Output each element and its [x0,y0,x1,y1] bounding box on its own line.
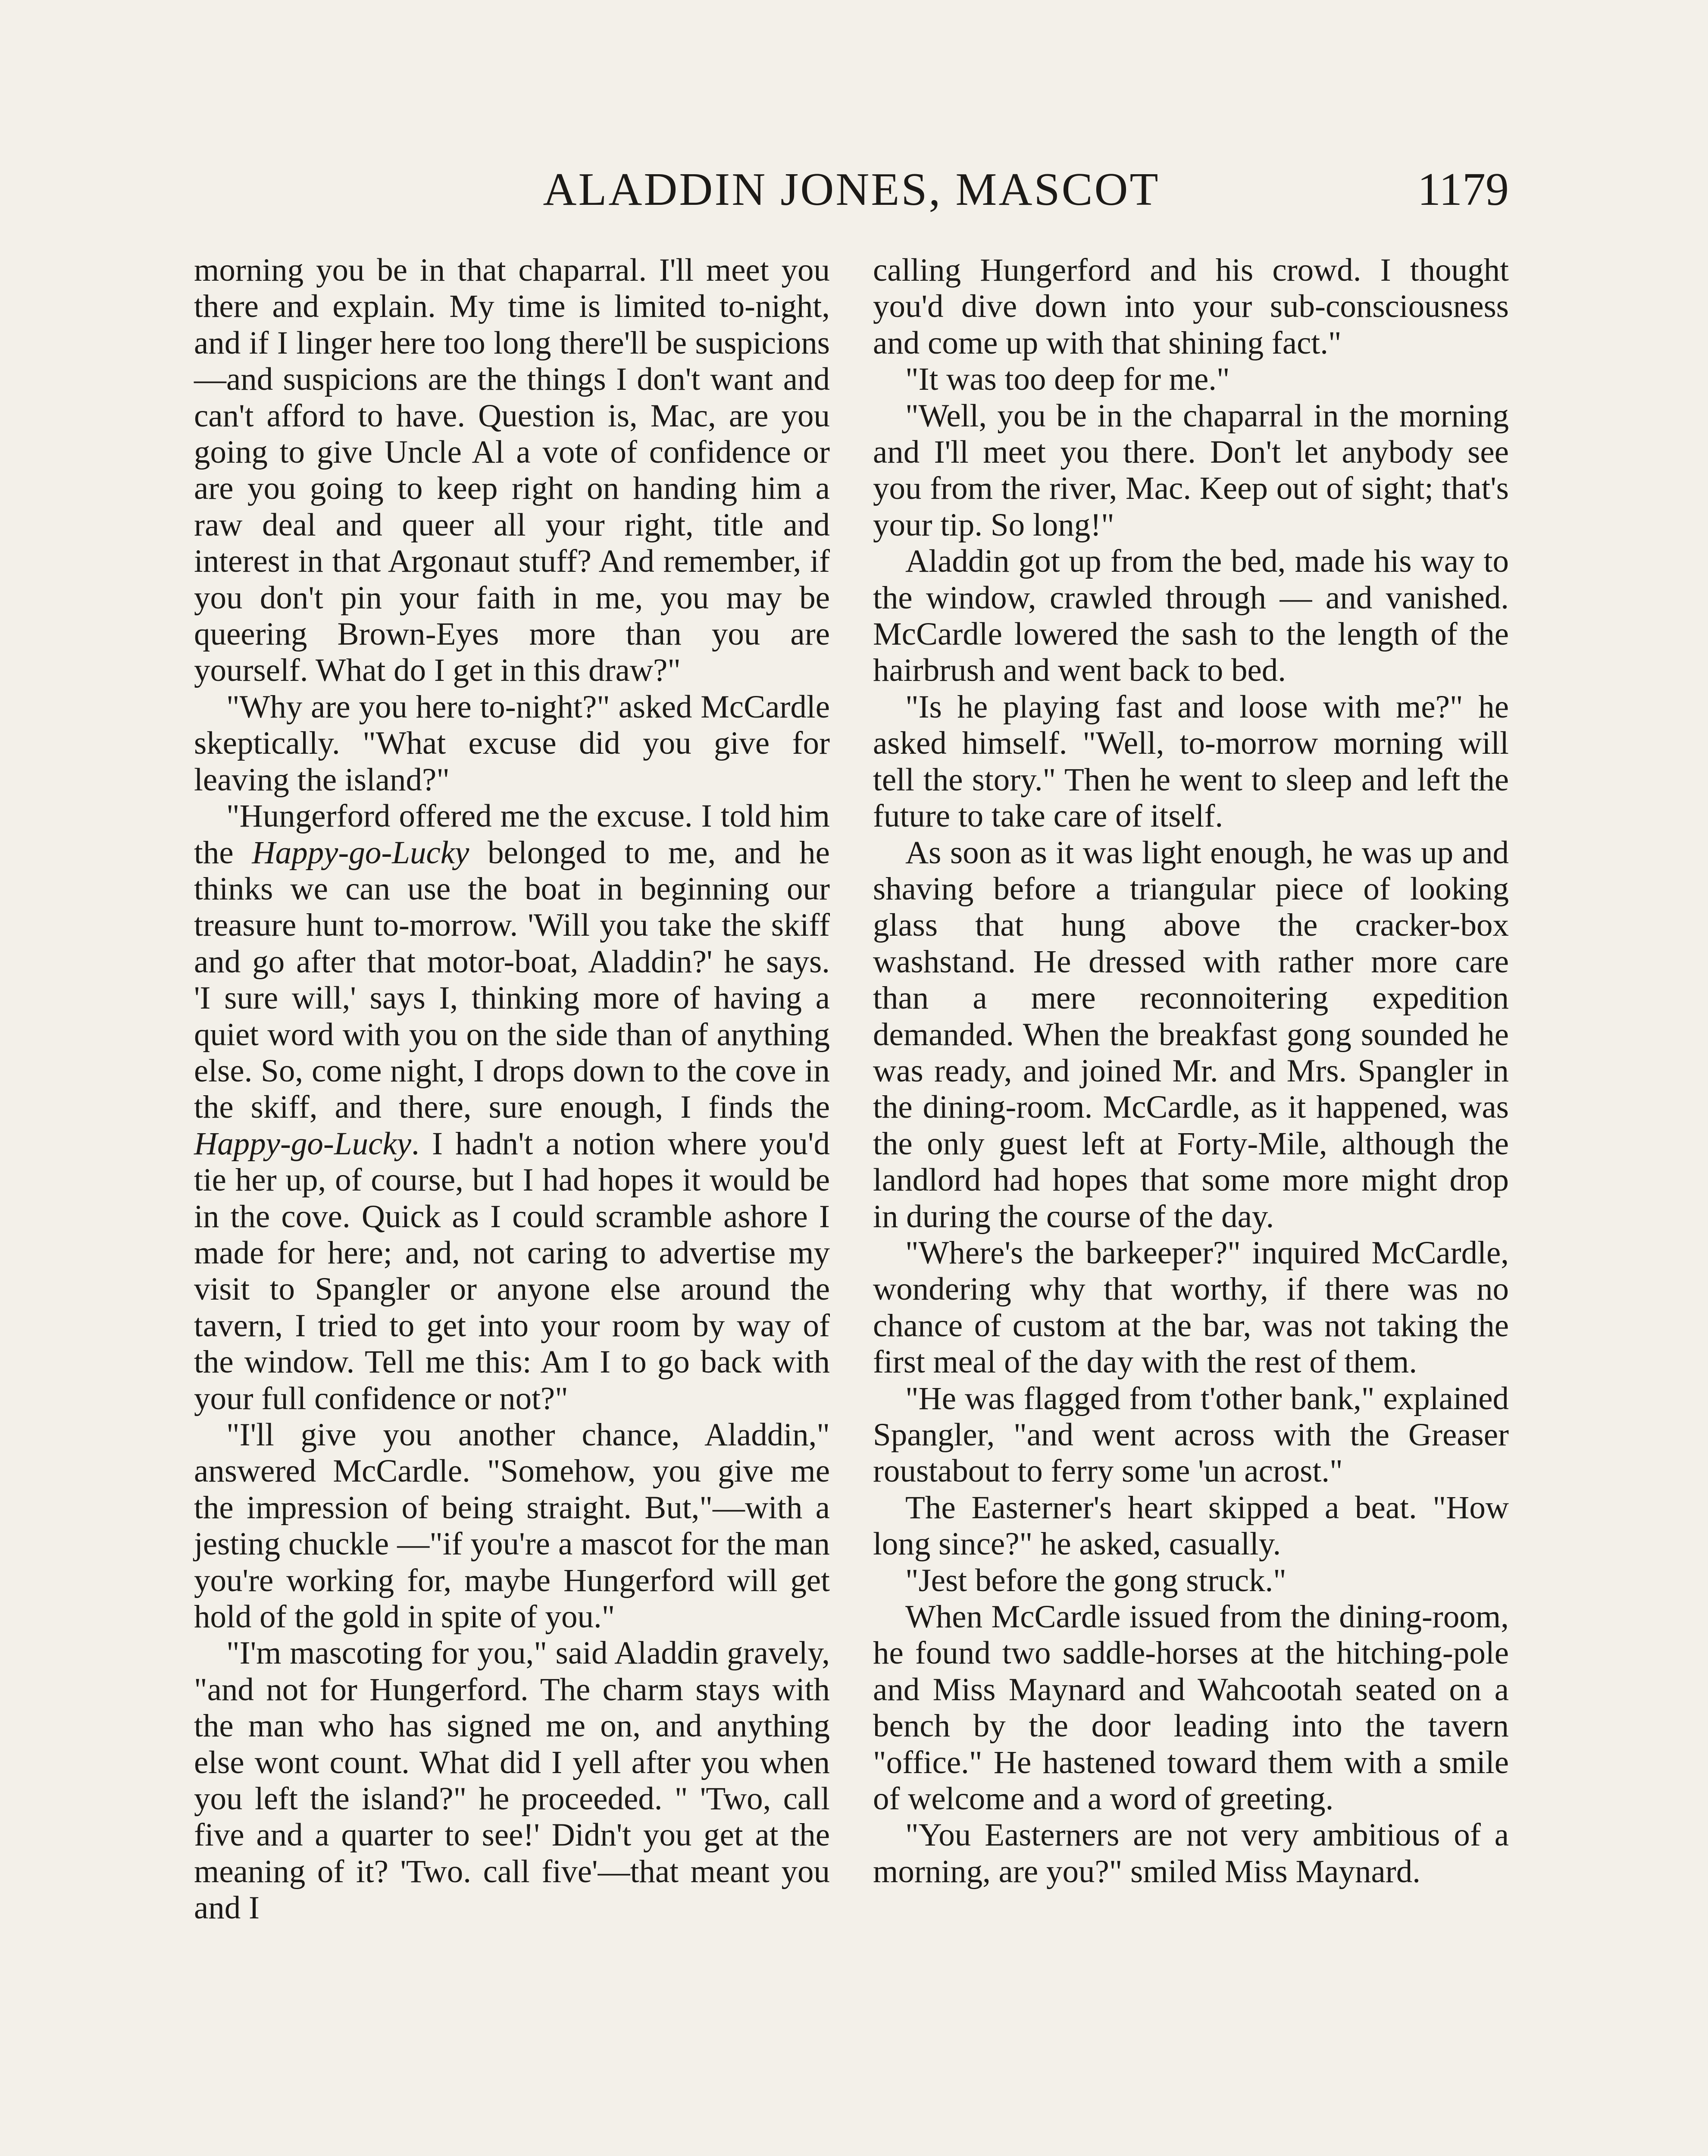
paragraph: "I'm mascoting for you," said Aladdin gravely, "and not for Hungerford. The charm stays with the man who has signed me on, and anything else wont count. What did I yell after you when you left the island?" he proceeded. " 'Two, call five and a quarter to see!' Didn't you get at the meaning of it? 'Two. call five'—that meant you and I [194,1635,830,1926]
page-header [194,160,1509,220]
paragraph-text: "Hungerford offered me the excuse. I told him the [194,798,830,871]
page-number: 1179 [1417,164,1509,215]
paragraph: "You Easterners are not very ambitious of a morning, are you?" smiled Miss Maynard. [873,1817,1509,1890]
paragraph: morning you be in that chaparral. I'll meet you there and explain. My time is limited to-night, and if I linger here too long there'll be suspicions—and suspicions are the things I don't want and can't afford to have. Question is, Mac, are you going to give Uncle Al a vote of confidence or are you going to keep right on handing him a raw deal and queer all your right, title and interest in that Argonaut stuff? And remember, if you don't pin your faith in me, you may be queering Brown-Eyes more than you are yourself. What do I get in this draw?" [194,252,830,689]
paragraph: "He was flagged from t'other bank," explained Spangler, "and went across with the Greaser roustabout to ferry some 'un acrost." [873,1380,1509,1489]
running-title: ALADDIN JONES, MASCOT [543,164,1160,215]
paragraph: Aladdin got up from the bed, made his way to the window, crawled through — and vanished. McCardle lowered the sash to the length of the hairbrush and went back to bed. [873,543,1509,689]
paragraph: "It was too deep for me." [905,361,1230,398]
paragraph: "I'll give you another chance, Aladdin," answered McCardle. "Somehow, you give me the impression of being straight. But,"—with a jesting chuckle —"if you're a mascot for the man you're working for, maybe Hungerford will get hold of the gold in spite of you." [194,1417,830,1635]
paragraph-text: . I hadn't a notion where you'd tie her up, of course, but I had hopes it would be in the cove. Quick as I could scramble ashore I made for here; and, not caring to advertise my visit to Spangler or anyone else around the tavern, I tried to get into your room by way of the window. Tell me this: Am I to go back with your full confidence or not?" [194,1125,830,1416]
paragraph-text: belonged to me, and he thinks we can use the boat in beginning our treasure hunt to-morrow. 'Will you take the skiff and go after that motor-boat, Aladdin?' he says. 'I sure will,' says I, thinking more of having a quiet word with you on the side than of anything else. So, come night, I drops down to the cove in the skiff, and there, sure enough, I finds the [194,834,830,1125]
paragraph: As soon as it was light enough, he was up and shaving before a triangular piece of looking glass that hung above the cracker-box washstand. He dressed with rather more care than a mere reconnoitering expedition demanded. When the breakfast gong sounded he was ready, and joined Mr. and Mrs. Spangler in the dining-room. McCardle, as it happened, was the only guest left at Forty-Mile, although the landlord had hopes that some more might drop in during the course of the day. [873,834,1509,1235]
paragraph: When McCardle issued from the dining-room, he found two saddle-horses at the hitching-pole and Miss Maynard and Wahcootah seated on a bench by the door leading into the tavern "office." He hastened toward them with a smile of welcome and a word of greeting. [873,1599,1509,1817]
paragraph: The Easterner's heart skipped a beat. "How long since?" he asked, casually. [873,1489,1509,1562]
boat-name: Happy-go-Lucky [252,834,469,871]
paragraph [194,798,830,1417]
paragraph: "Why are you here to-night?" asked McCardle skeptically. "What excuse did you give for leaving the island?" [194,689,830,798]
paragraph: "Well, you be in the chaparral in the morning and I'll meet you there. Don't let anybody see you from the river, Mac. Keep out of sight; that's your tip. So long!" [873,398,1509,543]
paragraph: "Jest before the gong struck." [905,1562,1286,1598]
paragraph: "Is he playing fast and loose with me?" he asked himself. "Well, to-morrow morning will tell the story." Then he went to sleep and left the future to take care of itself. [873,689,1509,834]
paragraph: calling Hungerford and his crowd. I thought you'd dive down into your sub-consciousness and come up with that shining fact." [873,252,1509,361]
boat-name: Happy-go-Lucky [194,1125,411,1162]
right-column [873,252,1509,1890]
left-column [194,252,830,1927]
paragraph: "Where's the barkeeper?" inquired McCardle, wondering why that worthy, if there was no chance of custom at the bar, was not taking the first meal of the day with the rest of them. [873,1235,1509,1380]
